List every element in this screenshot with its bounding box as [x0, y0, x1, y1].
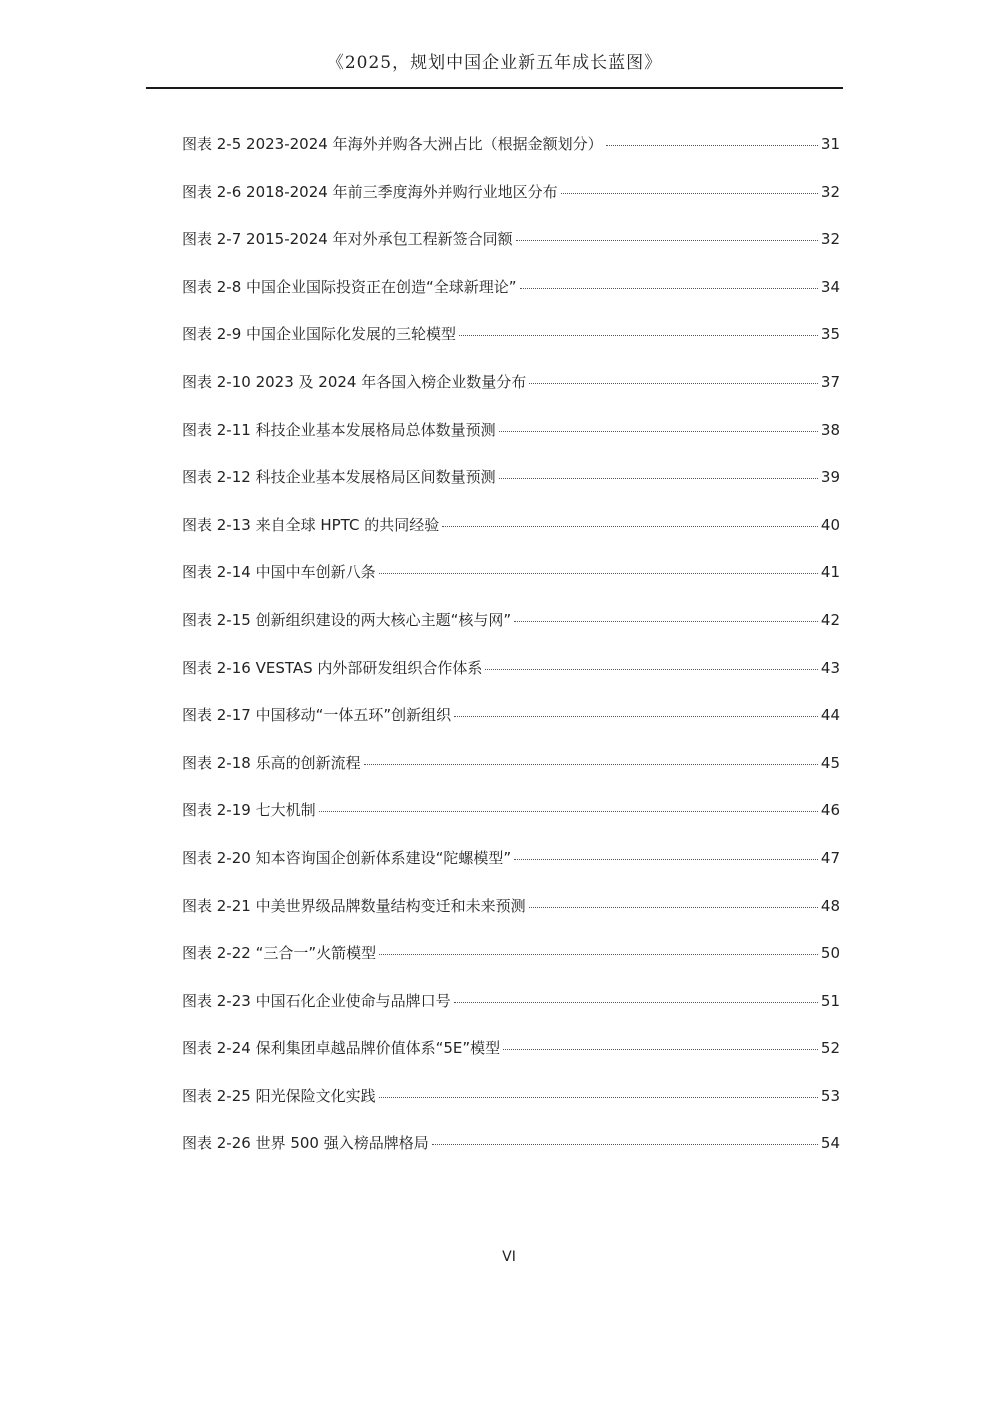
dot-leader	[364, 763, 818, 765]
toc-entry-label: 图表 2-16 VESTAS 内外部研发组织合作体系	[182, 658, 483, 677]
toc-entry-label: 图表 2-14 中国中车创新八条	[182, 563, 376, 582]
toc-entry-label: 图表 2-25 阳光保险文化实践	[182, 1086, 376, 1105]
dot-leader	[379, 1096, 818, 1098]
toc-entry-page: 46	[820, 801, 840, 820]
toc-entry[interactable]	[182, 799, 840, 847]
dot-leader	[454, 715, 818, 717]
toc-entry[interactable]	[182, 466, 840, 514]
toc-entry[interactable]	[182, 228, 840, 276]
toc-entry-label: 图表 2-9 中国企业国际化发展的三轮模型	[182, 325, 457, 344]
header-divider	[146, 87, 843, 89]
dot-leader	[499, 477, 818, 479]
toc-entry-page: 52	[820, 1039, 840, 1058]
dot-leader	[606, 144, 818, 146]
toc-entry-page: 51	[820, 991, 840, 1010]
toc-entry-page: 44	[820, 706, 840, 725]
dot-leader	[516, 239, 818, 241]
toc-entry-label: 图表 2-22 “三合一”火箭模型	[182, 944, 377, 963]
toc-entry-label: 图表 2-8 中国企业国际投资正在创造“全球新理论”	[182, 277, 517, 296]
toc-entry-page: 31	[820, 135, 840, 153]
toc-entry-label: 图表 2-17 中国移动“一体五环”创新组织	[182, 706, 452, 725]
header-title: 《2025，规划中国企业新五年成长蓝图》	[326, 53, 663, 73]
dot-leader	[319, 810, 818, 812]
toc-entry-label: 图表 2-12 科技企业基本发展格局区间数量预测	[182, 468, 496, 487]
toc-entry-page: 41	[820, 563, 840, 582]
toc-entry-page: 34	[820, 277, 840, 296]
toc-entry-label: 图表 2-7 2015-2024 年对外承包工程新签合同额	[182, 230, 513, 249]
toc-entry[interactable]	[182, 1037, 840, 1085]
dot-leader	[432, 1143, 818, 1145]
toc-entry[interactable]	[182, 1132, 840, 1180]
dot-leader	[503, 1048, 818, 1050]
toc-entry-label: 图表 2-6 2018-2024 年前三季度海外并购行业地区分布	[182, 182, 558, 201]
toc-entry[interactable]	[182, 181, 840, 229]
toc-entry-page: 32	[820, 230, 840, 249]
table-of-figures	[182, 133, 840, 1180]
toc-entry[interactable]	[182, 323, 840, 371]
toc-entry-label: 图表 2-15 创新组织建设的两大核心主题“核与网”	[182, 610, 512, 629]
dot-leader	[520, 287, 818, 289]
toc-entry-label: 图表 2-13 来自全球 HPTC 的共同经验	[182, 515, 440, 534]
toc-entry[interactable]	[182, 990, 840, 1038]
toc-entry-label: 图表 2-23 中国石化企业使命与品牌口号	[182, 991, 451, 1010]
toc-entry-page: 43	[820, 658, 840, 677]
dot-leader	[442, 525, 818, 527]
dot-leader	[459, 334, 818, 336]
toc-entry[interactable]	[182, 371, 840, 419]
dot-leader	[529, 906, 818, 908]
toc-entry[interactable]	[182, 942, 840, 990]
dot-leader	[499, 430, 818, 432]
dot-leader	[514, 858, 818, 860]
dot-leader	[379, 572, 818, 574]
toc-entry-page: 47	[820, 848, 840, 867]
dot-leader	[379, 953, 818, 955]
toc-entry-page: 53	[820, 1086, 840, 1105]
toc-entry[interactable]	[182, 514, 840, 562]
toc-entry-page: 54	[820, 1134, 840, 1153]
toc-entry[interactable]	[182, 847, 840, 895]
toc-entry-label: 图表 2-26 世界 500 强入榜品牌格局	[182, 1134, 429, 1153]
page-number: VI	[502, 1249, 516, 1265]
toc-entry[interactable]	[182, 1085, 840, 1133]
toc-entry-label: 图表 2-24 保利集团卓越品牌价值体系“5E”模型	[182, 1039, 501, 1058]
dot-leader	[514, 620, 818, 622]
toc-entry-page: 48	[820, 896, 840, 915]
dot-leader	[529, 382, 818, 384]
toc-entry-page: 37	[820, 372, 840, 391]
toc-entry[interactable]	[182, 276, 840, 324]
toc-entry-page: 40	[820, 515, 840, 534]
toc-entry[interactable]	[182, 609, 840, 657]
toc-entry-label: 图表 2-5 2023-2024 年海外并购各大洲占比（根据金额划分）	[182, 135, 603, 153]
toc-entry-page: 50	[820, 944, 840, 963]
toc-entry[interactable]	[182, 752, 840, 800]
toc-entry[interactable]	[182, 561, 840, 609]
toc-entry[interactable]	[182, 133, 840, 181]
toc-entry-page: 42	[820, 610, 840, 629]
toc-entry[interactable]	[182, 657, 840, 705]
dot-leader	[454, 1001, 818, 1003]
toc-entry-label: 图表 2-20 知本咨询国企创新体系建设“陀螺模型”	[182, 848, 512, 867]
toc-entry-label: 图表 2-11 科技企业基本发展格局总体数量预测	[182, 420, 496, 439]
dot-leader	[485, 668, 818, 670]
dot-leader	[561, 192, 818, 194]
toc-entry-label: 图表 2-21 中美世界级品牌数量结构变迁和未来预测	[182, 896, 526, 915]
toc-entry[interactable]	[182, 704, 840, 752]
toc-entry-page: 38	[820, 420, 840, 439]
toc-entry-page: 35	[820, 325, 840, 344]
toc-entry-page: 45	[820, 753, 840, 772]
toc-entry-label: 图表 2-18 乐高的创新流程	[182, 753, 361, 772]
toc-entry-label: 图表 2-19 七大机制	[182, 801, 316, 820]
toc-entry-page: 39	[820, 468, 840, 487]
toc-entry-label: 图表 2-10 2023 及 2024 年各国入榜企业数量分布	[182, 372, 527, 391]
toc-entry[interactable]	[182, 419, 840, 467]
toc-entry-page: 32	[820, 182, 840, 201]
toc-entry[interactable]	[182, 895, 840, 943]
